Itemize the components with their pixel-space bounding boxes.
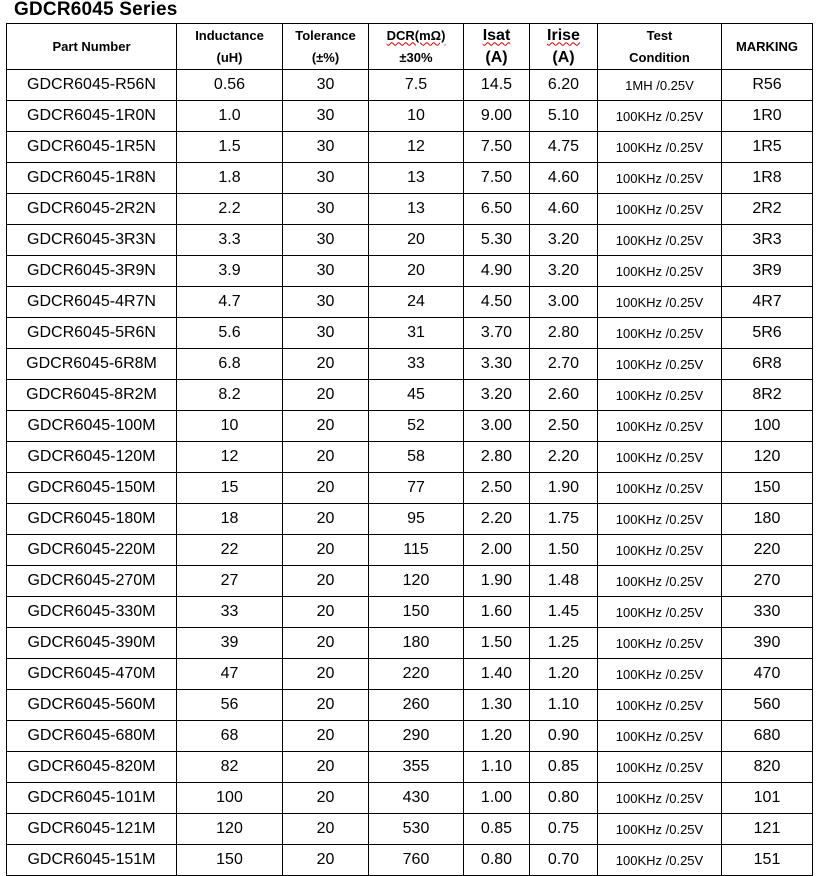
isat-cell: 2.80 [464, 442, 530, 473]
test-condition-cell: 100KHz /0.25V [598, 225, 722, 256]
dcr-cell: 24 [369, 287, 464, 318]
dcr-cell: 31 [369, 318, 464, 349]
dcr-cell: 77 [369, 473, 464, 504]
inductance-cell: 4.7 [177, 287, 283, 318]
test-condition-cell: 100KHz /0.25V [598, 194, 722, 225]
part-number-cell: GDCR6045-2R2N [7, 194, 177, 225]
tolerance-cell: 30 [283, 318, 369, 349]
inductor-spec-table [6, 23, 813, 876]
marking-cell: 6R8 [722, 349, 813, 380]
part-number-cell: GDCR6045-330M [7, 597, 177, 628]
header-inductance-label: Inductance [195, 27, 264, 43]
marking-cell: 101 [722, 783, 813, 814]
inductance-cell: 2.2 [177, 194, 283, 225]
marking-cell: 1R0 [722, 101, 813, 132]
isat-cell: 1.20 [464, 721, 530, 752]
header-part-label: Part Number [52, 38, 131, 54]
tolerance-cell: 20 [283, 659, 369, 690]
test-condition-cell: 100KHz /0.25V [598, 752, 722, 783]
irise-cell: 0.85 [530, 752, 598, 783]
dcr-cell: 760 [369, 845, 464, 876]
inductance-cell: 1.8 [177, 163, 283, 194]
tolerance-cell: 20 [283, 380, 369, 411]
inductance-cell: 18 [177, 504, 283, 535]
marking-cell: 560 [722, 690, 813, 721]
part-number-cell: GDCR6045-390M [7, 628, 177, 659]
test-condition-cell: 100KHz /0.25V [598, 473, 722, 504]
marking-cell: 390 [722, 628, 813, 659]
irise-cell: 2.70 [530, 349, 598, 380]
header-irise-label: Irise [547, 26, 580, 44]
table-row [7, 845, 813, 876]
inductance-cell: 3.3 [177, 225, 283, 256]
header-tolerance [283, 24, 369, 70]
test-condition-cell: 100KHz /0.25V [598, 535, 722, 566]
tolerance-cell: 20 [283, 597, 369, 628]
inductance-cell: 68 [177, 721, 283, 752]
test-condition-cell: 100KHz /0.25V [598, 287, 722, 318]
isat-cell: 2.00 [464, 535, 530, 566]
irise-cell: 1.90 [530, 473, 598, 504]
test-condition-cell: 100KHz /0.25V [598, 163, 722, 194]
inductance-cell: 22 [177, 535, 283, 566]
isat-cell: 0.85 [464, 814, 530, 845]
dcr-cell: 120 [369, 566, 464, 597]
inductance-cell: 15 [177, 473, 283, 504]
inductance-cell: 12 [177, 442, 283, 473]
dcr-cell: 12 [369, 132, 464, 163]
isat-cell: 4.90 [464, 256, 530, 287]
header-test-condition [598, 24, 722, 70]
test-condition-cell: 100KHz /0.25V [598, 783, 722, 814]
table-row [7, 132, 813, 163]
tolerance-cell: 20 [283, 721, 369, 752]
table-row [7, 783, 813, 814]
part-number-cell: GDCR6045-220M [7, 535, 177, 566]
tolerance-cell: 30 [283, 194, 369, 225]
dcr-cell: 52 [369, 411, 464, 442]
test-condition-cell: 100KHz /0.25V [598, 690, 722, 721]
inductance-cell: 82 [177, 752, 283, 783]
table-row [7, 411, 813, 442]
table-row [7, 442, 813, 473]
marking-cell: 1R8 [722, 163, 813, 194]
irise-cell: 5.10 [530, 101, 598, 132]
inductance-cell: 1.5 [177, 132, 283, 163]
inductance-cell: 56 [177, 690, 283, 721]
tolerance-cell: 20 [283, 535, 369, 566]
isat-cell: 1.40 [464, 659, 530, 690]
test-condition-cell: 100KHz /0.25V [598, 411, 722, 442]
table-body [7, 70, 813, 876]
marking-cell: 1R5 [722, 132, 813, 163]
part-number-cell: GDCR6045-R56N [7, 70, 177, 101]
table-row [7, 256, 813, 287]
part-number-cell: GDCR6045-4R7N [7, 287, 177, 318]
dcr-cell: 260 [369, 690, 464, 721]
dcr-cell: 150 [369, 597, 464, 628]
inductance-cell: 5.6 [177, 318, 283, 349]
table-row [7, 721, 813, 752]
dcr-cell: 45 [369, 380, 464, 411]
table-row [7, 163, 813, 194]
isat-cell: 4.50 [464, 287, 530, 318]
header-dcr [369, 24, 464, 70]
isat-cell: 1.90 [464, 566, 530, 597]
part-number-cell: GDCR6045-1R8N [7, 163, 177, 194]
part-number-cell: GDCR6045-560M [7, 690, 177, 721]
test-condition-cell: 100KHz /0.25V [598, 721, 722, 752]
part-number-cell: GDCR6045-820M [7, 752, 177, 783]
tolerance-cell: 20 [283, 845, 369, 876]
table-row [7, 659, 813, 690]
test-condition-cell: 100KHz /0.25V [598, 566, 722, 597]
isat-cell: 9.00 [464, 101, 530, 132]
header-dcr-tolerance: ±30% [399, 49, 433, 65]
table-row [7, 473, 813, 504]
header-irise-unit: (A) [552, 48, 575, 66]
test-condition-cell: 100KHz /0.25V [598, 318, 722, 349]
part-number-cell: GDCR6045-470M [7, 659, 177, 690]
part-number-cell: GDCR6045-270M [7, 566, 177, 597]
test-condition-cell: 100KHz /0.25V [598, 814, 722, 845]
tolerance-cell: 20 [283, 473, 369, 504]
test-condition-cell: 100KHz /0.25V [598, 628, 722, 659]
irise-cell: 1.45 [530, 597, 598, 628]
inductance-cell: 27 [177, 566, 283, 597]
dcr-cell: 530 [369, 814, 464, 845]
irise-cell: 1.25 [530, 628, 598, 659]
tolerance-cell: 20 [283, 411, 369, 442]
header-inductance [177, 24, 283, 70]
isat-cell: 1.50 [464, 628, 530, 659]
table-row [7, 566, 813, 597]
part-number-cell: GDCR6045-3R9N [7, 256, 177, 287]
part-number-cell: GDCR6045-3R3N [7, 225, 177, 256]
header-marking [722, 24, 813, 70]
table-row [7, 597, 813, 628]
irise-cell: 1.75 [530, 504, 598, 535]
dcr-cell: 290 [369, 721, 464, 752]
irise-cell: 2.50 [530, 411, 598, 442]
isat-cell: 3.30 [464, 349, 530, 380]
isat-cell: 3.20 [464, 380, 530, 411]
test-condition-cell: 1MH /0.25V [598, 70, 722, 101]
marking-cell: 3R3 [722, 225, 813, 256]
table-row [7, 752, 813, 783]
tolerance-cell: 30 [283, 132, 369, 163]
irise-cell: 1.20 [530, 659, 598, 690]
page-title: GDCR6045 Series [14, 0, 178, 20]
part-number-cell: GDCR6045-101M [7, 783, 177, 814]
dcr-cell: 430 [369, 783, 464, 814]
inductance-cell: 33 [177, 597, 283, 628]
test-condition-cell: 100KHz /0.25V [598, 101, 722, 132]
table-row [7, 690, 813, 721]
irise-cell: 2.20 [530, 442, 598, 473]
tolerance-cell: 20 [283, 783, 369, 814]
test-condition-cell: 100KHz /0.25V [598, 659, 722, 690]
part-number-cell: GDCR6045-180M [7, 504, 177, 535]
irise-cell: 6.20 [530, 70, 598, 101]
marking-cell: 150 [722, 473, 813, 504]
irise-cell: 0.90 [530, 721, 598, 752]
irise-cell: 3.00 [530, 287, 598, 318]
isat-cell: 5.30 [464, 225, 530, 256]
dcr-cell: 20 [369, 256, 464, 287]
tolerance-cell: 20 [283, 442, 369, 473]
table-row [7, 101, 813, 132]
header-tolerance-unit: (±%) [311, 49, 340, 65]
isat-cell: 1.10 [464, 752, 530, 783]
tolerance-cell: 20 [283, 566, 369, 597]
inductance-cell: 100 [177, 783, 283, 814]
tolerance-cell: 30 [283, 225, 369, 256]
header-inductance-unit: (uH) [216, 49, 243, 65]
part-number-cell: GDCR6045-8R2M [7, 380, 177, 411]
test-condition-cell: 100KHz /0.25V [598, 132, 722, 163]
header-dcr-label: DCR(mΩ) [386, 27, 446, 43]
header-test-label: Test [646, 27, 673, 43]
dcr-cell: 10 [369, 101, 464, 132]
dcr-cell: 355 [369, 752, 464, 783]
tolerance-cell: 20 [283, 814, 369, 845]
isat-cell: 1.00 [464, 783, 530, 814]
tolerance-cell: 20 [283, 690, 369, 721]
marking-cell: 680 [722, 721, 813, 752]
test-condition-cell: 100KHz /0.25V [598, 442, 722, 473]
table-row [7, 349, 813, 380]
tolerance-cell: 20 [283, 628, 369, 659]
inductance-cell: 10 [177, 411, 283, 442]
marking-cell: 330 [722, 597, 813, 628]
dcr-cell: 115 [369, 535, 464, 566]
test-condition-cell: 100KHz /0.25V [598, 845, 722, 876]
tolerance-cell: 30 [283, 287, 369, 318]
dcr-cell: 95 [369, 504, 464, 535]
irise-cell: 2.60 [530, 380, 598, 411]
inductance-cell: 3.9 [177, 256, 283, 287]
marking-cell: 8R2 [722, 380, 813, 411]
irise-cell: 1.50 [530, 535, 598, 566]
part-number-cell: GDCR6045-1R5N [7, 132, 177, 163]
inductance-cell: 1.0 [177, 101, 283, 132]
part-number-cell: GDCR6045-1R0N [7, 101, 177, 132]
test-condition-cell: 100KHz /0.25V [598, 380, 722, 411]
isat-cell: 2.20 [464, 504, 530, 535]
irise-cell: 4.75 [530, 132, 598, 163]
table-row [7, 380, 813, 411]
dcr-cell: 180 [369, 628, 464, 659]
irise-cell: 4.60 [530, 163, 598, 194]
isat-cell: 7.50 [464, 163, 530, 194]
marking-cell: 100 [722, 411, 813, 442]
table-row [7, 225, 813, 256]
marking-cell: 3R9 [722, 256, 813, 287]
dcr-cell: 13 [369, 163, 464, 194]
inductance-cell: 39 [177, 628, 283, 659]
header-isat [464, 24, 530, 70]
dcr-cell: 13 [369, 194, 464, 225]
dcr-cell: 33 [369, 349, 464, 380]
inductance-cell: 0.56 [177, 70, 283, 101]
part-number-cell: GDCR6045-150M [7, 473, 177, 504]
table-row [7, 194, 813, 225]
dcr-cell: 220 [369, 659, 464, 690]
header-marking-label: MARKING [735, 38, 799, 54]
marking-cell: 220 [722, 535, 813, 566]
isat-cell: 6.50 [464, 194, 530, 225]
test-condition-cell: 100KHz /0.25V [598, 504, 722, 535]
tolerance-cell: 30 [283, 256, 369, 287]
marking-cell: 270 [722, 566, 813, 597]
dcr-cell: 7.5 [369, 70, 464, 101]
header-isat-label: Isat [482, 26, 511, 44]
marking-cell: 151 [722, 845, 813, 876]
test-condition-cell: 100KHz /0.25V [598, 256, 722, 287]
irise-cell: 2.80 [530, 318, 598, 349]
irise-cell: 3.20 [530, 225, 598, 256]
inductance-cell: 47 [177, 659, 283, 690]
part-number-cell: GDCR6045-100M [7, 411, 177, 442]
isat-cell: 3.70 [464, 318, 530, 349]
irise-cell: 4.60 [530, 194, 598, 225]
tolerance-cell: 20 [283, 752, 369, 783]
test-condition-cell: 100KHz /0.25V [598, 597, 722, 628]
isat-cell: 3.00 [464, 411, 530, 442]
part-number-cell: GDCR6045-121M [7, 814, 177, 845]
part-number-cell: GDCR6045-6R8M [7, 349, 177, 380]
tolerance-cell: 30 [283, 163, 369, 194]
part-number-cell: GDCR6045-680M [7, 721, 177, 752]
tolerance-cell: 30 [283, 101, 369, 132]
header-condition-label: Condition [629, 49, 690, 65]
marking-cell: 470 [722, 659, 813, 690]
header-tolerance-label: Tolerance [295, 27, 356, 43]
table-header-row [7, 24, 813, 70]
test-condition-cell: 100KHz /0.25V [598, 349, 722, 380]
table-row [7, 287, 813, 318]
table-row [7, 504, 813, 535]
marking-cell: 121 [722, 814, 813, 845]
marking-cell: 5R6 [722, 318, 813, 349]
irise-cell: 3.20 [530, 256, 598, 287]
marking-cell: 820 [722, 752, 813, 783]
header-part-number [7, 24, 177, 70]
irise-cell: 0.75 [530, 814, 598, 845]
tolerance-cell: 30 [283, 70, 369, 101]
isat-cell: 0.80 [464, 845, 530, 876]
table-row [7, 70, 813, 101]
tolerance-cell: 20 [283, 349, 369, 380]
inductance-cell: 150 [177, 845, 283, 876]
isat-cell: 14.5 [464, 70, 530, 101]
marking-cell: 4R7 [722, 287, 813, 318]
irise-cell: 1.10 [530, 690, 598, 721]
part-number-cell: GDCR6045-120M [7, 442, 177, 473]
part-number-cell: GDCR6045-5R6N [7, 318, 177, 349]
dcr-cell: 20 [369, 225, 464, 256]
header-isat-unit: (A) [485, 48, 508, 66]
table-row [7, 535, 813, 566]
inductance-cell: 6.8 [177, 349, 283, 380]
marking-cell: 180 [722, 504, 813, 535]
irise-cell: 0.80 [530, 783, 598, 814]
isat-cell: 2.50 [464, 473, 530, 504]
marking-cell: 120 [722, 442, 813, 473]
table-row [7, 814, 813, 845]
part-number-cell: GDCR6045-151M [7, 845, 177, 876]
isat-cell: 7.50 [464, 132, 530, 163]
marking-cell: 2R2 [722, 194, 813, 225]
inductance-cell: 120 [177, 814, 283, 845]
dcr-cell: 58 [369, 442, 464, 473]
irise-cell: 0.70 [530, 845, 598, 876]
table-row [7, 628, 813, 659]
isat-cell: 1.30 [464, 690, 530, 721]
inductance-cell: 8.2 [177, 380, 283, 411]
tolerance-cell: 20 [283, 504, 369, 535]
isat-cell: 1.60 [464, 597, 530, 628]
marking-cell: R56 [722, 70, 813, 101]
header-irise [530, 24, 598, 70]
table-row [7, 318, 813, 349]
irise-cell: 1.48 [530, 566, 598, 597]
